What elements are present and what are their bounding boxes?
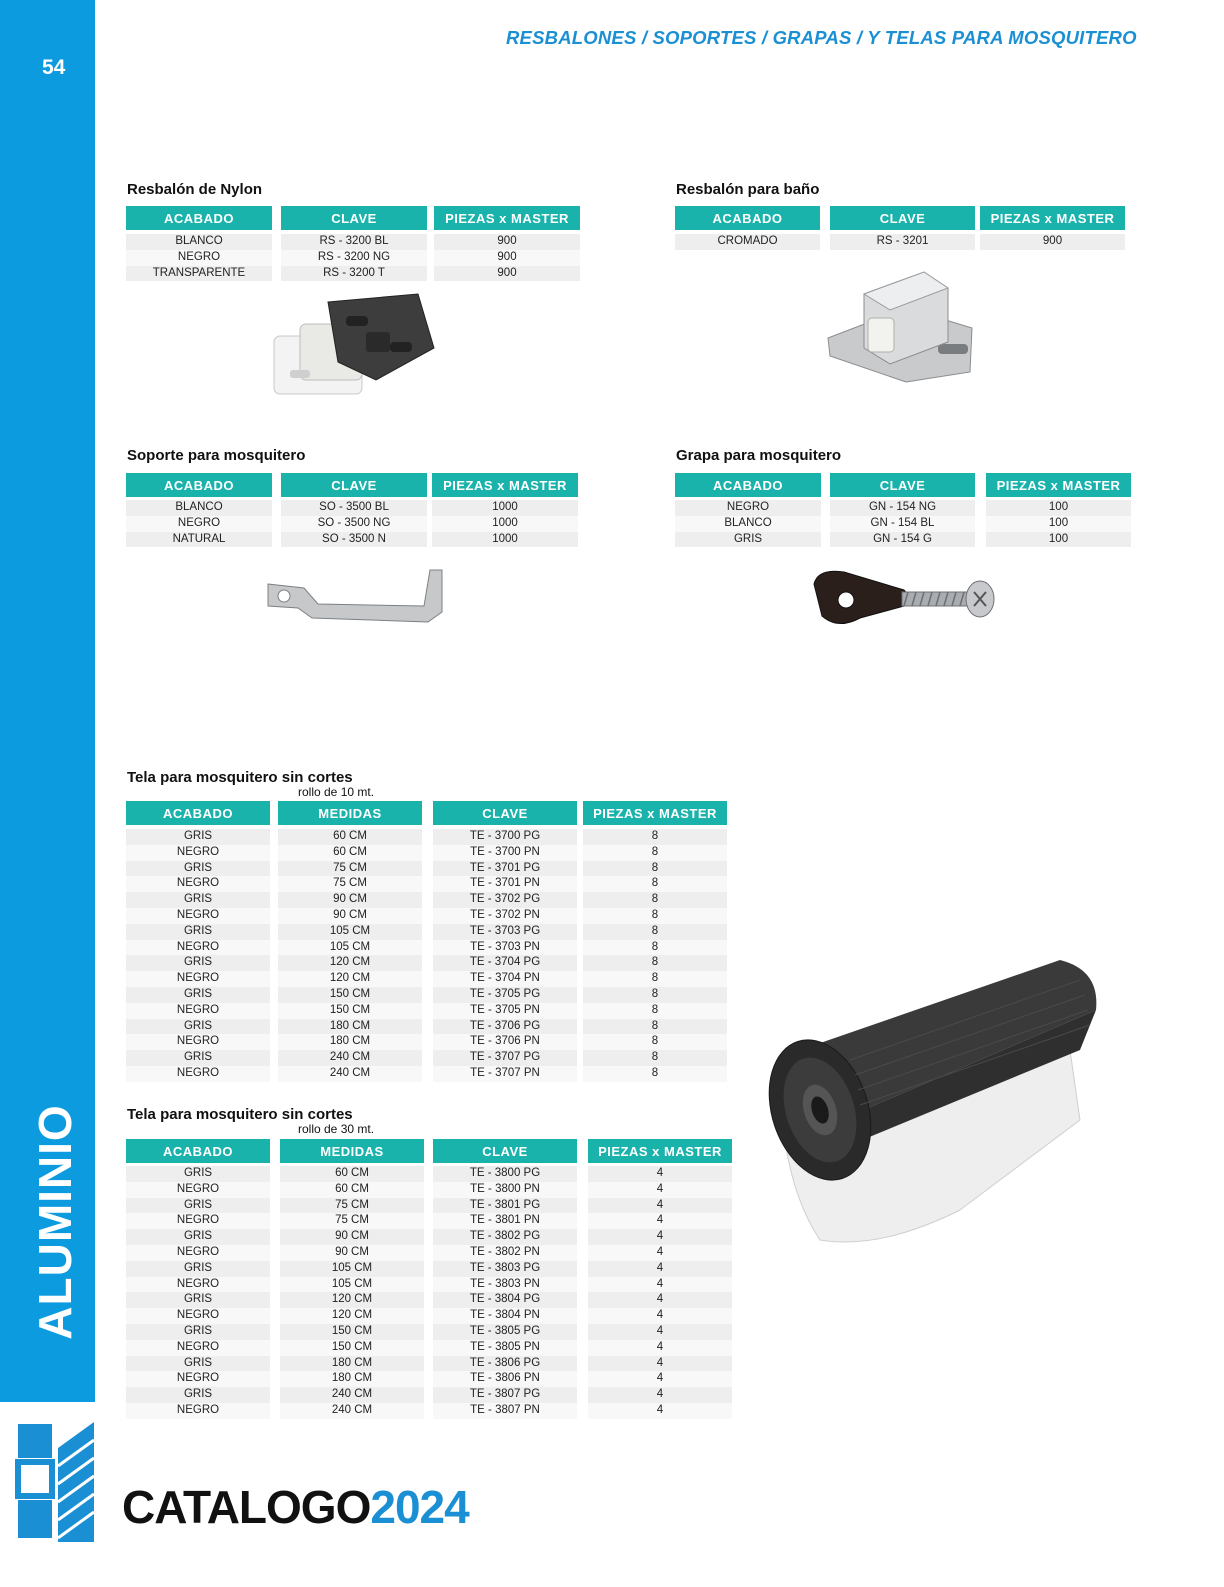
table-cell: NATURAL [126, 532, 272, 548]
table-cell: 75 CM [280, 1198, 424, 1214]
header-medidas: MEDIDAS [278, 801, 422, 825]
table-cell: 75 CM [278, 876, 422, 892]
table-cell: 1000 [432, 500, 578, 516]
table-cell: TE - 3804 PN [433, 1308, 577, 1324]
table-cell: TRANSPARENTE [126, 266, 272, 282]
table-cell: GRIS [126, 861, 270, 877]
table-cell: GRIS [126, 955, 270, 971]
column-acabado [126, 829, 270, 1082]
table-cell: 75 CM [278, 861, 422, 877]
table-cell: 100 [986, 516, 1131, 532]
table-cell: 240 CM [280, 1387, 424, 1403]
table-cell: BLANCO [675, 516, 821, 532]
table-cell: SO - 3500 NG [281, 516, 427, 532]
table-cell: 240 CM [278, 1066, 422, 1082]
table-cell: 8 [583, 1003, 727, 1019]
table-cell: 4 [588, 1387, 732, 1403]
header-piezas: PIEZAS x MASTER [434, 206, 580, 230]
table-cell: 240 CM [278, 1050, 422, 1066]
column-piezas [434, 234, 580, 281]
table-cell: GRIS [126, 924, 270, 940]
table-cell: 900 [434, 266, 580, 282]
table-cell: NEGRO [126, 1371, 270, 1387]
table-cell: RS - 3200 NG [281, 250, 427, 266]
table-cell: 180 CM [278, 1019, 422, 1035]
table-cell: 150 CM [280, 1324, 424, 1340]
table-cell: 4 [588, 1245, 732, 1261]
table-cell: NEGRO [126, 1245, 270, 1261]
table-cell: GRIS [126, 1166, 270, 1182]
table-cell: TE - 3800 PN [433, 1182, 577, 1198]
table-cell: 120 CM [280, 1292, 424, 1308]
header-piezas: PIEZAS x MASTER [980, 206, 1125, 230]
table-cell: 8 [583, 1019, 727, 1035]
table-cell: TE - 3702 PG [433, 892, 577, 908]
table-cell: 8 [583, 924, 727, 940]
table-cell: GRIS [126, 987, 270, 1003]
table-cell: NEGRO [126, 940, 270, 956]
tela-30-subtitle: rollo de 30 mt. [298, 1122, 375, 1136]
table-cell: TE - 3705 PG [433, 987, 577, 1003]
header-acabado: ACABADO [126, 801, 270, 825]
table-cell: TE - 3707 PG [433, 1050, 577, 1066]
table-cell: TE - 3706 PG [433, 1019, 577, 1035]
header-acabado: ACABADO [675, 206, 820, 230]
table-cell: NEGRO [126, 1003, 270, 1019]
table-cell: 60 CM [280, 1166, 424, 1182]
table-cell: 105 CM [280, 1261, 424, 1277]
column-piezas [583, 829, 727, 1082]
table-cell: 4 [588, 1277, 732, 1293]
table-cell: GRIS [126, 1229, 270, 1245]
table-cell: SO - 3500 BL [281, 500, 427, 516]
mesh-roll-image [760, 950, 1105, 1260]
table-cell: GRIS [126, 1387, 270, 1403]
header-piezas: PIEZAS x MASTER [986, 473, 1131, 497]
table-cell: TE - 3801 PN [433, 1213, 577, 1229]
table-cell: NEGRO [126, 1340, 270, 1356]
table-cell: TE - 3803 PG [433, 1261, 577, 1277]
table-cell: 4 [588, 1229, 732, 1245]
header-acabado: ACABADO [126, 206, 272, 230]
column-clave [830, 234, 975, 250]
table-cell: 8 [583, 908, 727, 924]
header-clave: CLAVE [830, 473, 975, 497]
table-cell: CROMADO [675, 234, 820, 250]
header-piezas: PIEZAS x MASTER [583, 801, 727, 825]
table-cell: 4 [588, 1198, 732, 1214]
catalog-brand [122, 1480, 469, 1534]
table-cell: TE - 3703 PN [433, 940, 577, 956]
table-cell: 180 CM [280, 1356, 424, 1372]
table-cell: TE - 3800 PG [433, 1166, 577, 1182]
table-cell: GN - 154 BL [830, 516, 975, 532]
header-clave: CLAVE [281, 473, 427, 497]
table-cell: TE - 3801 PG [433, 1198, 577, 1214]
table-cell: NEGRO [126, 250, 272, 266]
table-cell: TE - 3803 PN [433, 1277, 577, 1293]
table-cell: NEGRO [126, 1277, 270, 1293]
table-cell: NEGRO [126, 516, 272, 532]
table-cell: TE - 3704 PG [433, 955, 577, 971]
tela-30-title: Tela para mosquitero sin cortes [127, 1106, 353, 1123]
table-cell: TE - 3705 PN [433, 1003, 577, 1019]
table-cell: 105 CM [278, 940, 422, 956]
table-cell: 180 CM [280, 1371, 424, 1387]
table-cell: BLANCO [126, 500, 272, 516]
table-cell: 75 CM [280, 1213, 424, 1229]
table-cell: GN - 154 NG [830, 500, 975, 516]
table-cell: NEGRO [126, 1213, 270, 1229]
table-cell: 4 [588, 1340, 732, 1356]
table-cell: TE - 3700 PG [433, 829, 577, 845]
table-cell: GRIS [126, 1050, 270, 1066]
table-cell: NEGRO [126, 845, 270, 861]
header-piezas: PIEZAS x MASTER [588, 1139, 732, 1163]
table-cell: TE - 3806 PN [433, 1371, 577, 1387]
column-piezas [980, 234, 1125, 250]
column-clave [830, 500, 975, 547]
column-clave [281, 500, 427, 547]
header-piezas: PIEZAS x MASTER [432, 473, 578, 497]
table-cell: 120 CM [278, 971, 422, 987]
table-cell: TE - 3806 PG [433, 1356, 577, 1372]
tela-10-title: Tela para mosquitero sin cortes [127, 769, 353, 786]
table-cell: TE - 3706 PN [433, 1034, 577, 1050]
table-cell: TE - 3703 PG [433, 924, 577, 940]
table-cell: NEGRO [126, 1308, 270, 1324]
table-cell: 90 CM [278, 908, 422, 924]
table-cell: GRIS [126, 829, 270, 845]
table-cell: RS - 3200 T [281, 266, 427, 282]
column-acabado [675, 234, 820, 250]
screen-clip-with-screw-image [808, 564, 998, 634]
table-cell: 60 CM [278, 845, 422, 861]
table-cell: 8 [583, 940, 727, 956]
table-cell: 4 [588, 1403, 732, 1419]
column-acabado [126, 1166, 270, 1419]
table-cell: 150 CM [280, 1340, 424, 1356]
table-cell: 4 [588, 1166, 732, 1182]
table-cell: 8 [583, 861, 727, 877]
header-clave: CLAVE [830, 206, 975, 230]
table-cell: 1000 [432, 532, 578, 548]
table-cell: 4 [588, 1292, 732, 1308]
grapa-title: Grapa para mosquitero [676, 447, 842, 464]
table-cell: RS - 3200 BL [281, 234, 427, 250]
table-cell: RS - 3201 [830, 234, 975, 250]
table-cell: 1000 [432, 516, 578, 532]
table-cell: 8 [583, 892, 727, 908]
table-cell: 8 [583, 845, 727, 861]
table-cell: 120 CM [278, 955, 422, 971]
table-cell: TE - 3702 PN [433, 908, 577, 924]
table-cell: 120 CM [280, 1308, 424, 1324]
support-bracket-image [264, 566, 448, 626]
table-cell: TE - 3704 PN [433, 971, 577, 987]
table-cell: GRIS [126, 892, 270, 908]
table-cell: BLANCO [126, 234, 272, 250]
column-clave [281, 234, 427, 281]
table-cell: NEGRO [126, 876, 270, 892]
header-acabado: ACABADO [675, 473, 821, 497]
page-header-title: RESBALONES / SOPORTES / GRAPAS / Y TELAS PARA MOSQUITERO [506, 27, 1137, 48]
table-cell: 180 CM [278, 1034, 422, 1050]
table-cell: 8 [583, 955, 727, 971]
table-cell: 150 CM [278, 987, 422, 1003]
column-clave [433, 1166, 577, 1419]
table-cell: 900 [434, 250, 580, 266]
table-cell: GRIS [675, 532, 821, 548]
column-clave [433, 829, 577, 1082]
company-logo-icon [14, 1418, 96, 1543]
catalog-word: CATALOGO [122, 1481, 371, 1533]
header-clave: CLAVE [281, 206, 427, 230]
table-cell: GRIS [126, 1198, 270, 1214]
table-cell: 150 CM [278, 1003, 422, 1019]
table-cell: TE - 3701 PG [433, 861, 577, 877]
table-cell: TE - 3707 PN [433, 1066, 577, 1082]
table-cell: 90 CM [280, 1229, 424, 1245]
table-cell: GRIS [126, 1292, 270, 1308]
table-cell: GRIS [126, 1019, 270, 1035]
nylon-latch-image [268, 288, 440, 402]
table-cell: GRIS [126, 1356, 270, 1372]
table-cell: 4 [588, 1371, 732, 1387]
table-cell: NEGRO [126, 1182, 270, 1198]
table-cell: TE - 3807 PN [433, 1403, 577, 1419]
table-cell: TE - 3802 PG [433, 1229, 577, 1245]
table-cell: TE - 3805 PG [433, 1324, 577, 1340]
table-cell: SO - 3500 N [281, 532, 427, 548]
column-acabado [675, 500, 821, 547]
table-cell: 8 [583, 1050, 727, 1066]
table-cell: TE - 3802 PN [433, 1245, 577, 1261]
table-cell: 8 [583, 829, 727, 845]
header-clave: CLAVE [433, 801, 577, 825]
header-acabado: ACABADO [126, 473, 272, 497]
table-cell: NEGRO [126, 971, 270, 987]
table-cell: 105 CM [278, 924, 422, 940]
table-cell: 8 [583, 1066, 727, 1082]
table-cell: 90 CM [280, 1245, 424, 1261]
tela-10-subtitle: rollo de 10 mt. [298, 785, 375, 799]
column-piezas [588, 1166, 732, 1419]
table-cell: 90 CM [278, 892, 422, 908]
catalog-year: 2024 [370, 1481, 469, 1533]
chrome-latch-image [820, 268, 980, 384]
header-clave: CLAVE [433, 1139, 577, 1163]
table-cell: GRIS [126, 1261, 270, 1277]
table-cell: 60 CM [278, 829, 422, 845]
table-cell: 100 [986, 500, 1131, 516]
header-acabado: ACABADO [126, 1139, 270, 1163]
table-cell: NEGRO [126, 1066, 270, 1082]
table-cell: 8 [583, 876, 727, 892]
table-cell: 105 CM [280, 1277, 424, 1293]
table-cell: 100 [986, 532, 1131, 548]
category-label: ALUMINIO [29, 1104, 81, 1340]
table-cell: 60 CM [280, 1182, 424, 1198]
table-cell: NEGRO [675, 500, 821, 516]
table-cell: TE - 3805 PN [433, 1340, 577, 1356]
table-cell: 900 [980, 234, 1125, 250]
column-acabado [126, 234, 272, 281]
column-piezas [986, 500, 1131, 547]
table-cell: 8 [583, 1034, 727, 1050]
table-cell: 4 [588, 1308, 732, 1324]
resbalon-bano-title: Resbalón para baño [676, 181, 820, 198]
table-cell: 8 [583, 971, 727, 987]
table-cell: 4 [588, 1213, 732, 1229]
page-number: 54 [42, 56, 66, 79]
table-cell: TE - 3700 PN [433, 845, 577, 861]
column-piezas [432, 500, 578, 547]
table-cell: 4 [588, 1324, 732, 1340]
table-cell: 8 [583, 987, 727, 1003]
column-acabado [126, 500, 272, 547]
table-cell: TE - 3804 PG [433, 1292, 577, 1308]
table-cell: NEGRO [126, 1034, 270, 1050]
table-cell: GRIS [126, 1324, 270, 1340]
table-cell: 4 [588, 1261, 732, 1277]
column-medidas [280, 1166, 424, 1419]
table-cell: 4 [588, 1182, 732, 1198]
table-cell: GN - 154 G [830, 532, 975, 548]
header-medidas: MEDIDAS [280, 1139, 424, 1163]
table-cell: TE - 3807 PG [433, 1387, 577, 1403]
table-cell: 240 CM [280, 1403, 424, 1419]
table-cell: TE - 3701 PN [433, 876, 577, 892]
column-medidas [278, 829, 422, 1082]
table-cell: 4 [588, 1356, 732, 1372]
resbalon-nylon-title: Resbalón de Nylon [127, 181, 263, 198]
table-cell: 900 [434, 234, 580, 250]
table-cell: NEGRO [126, 908, 270, 924]
soporte-title: Soporte para mosquitero [127, 447, 306, 464]
table-cell: NEGRO [126, 1403, 270, 1419]
